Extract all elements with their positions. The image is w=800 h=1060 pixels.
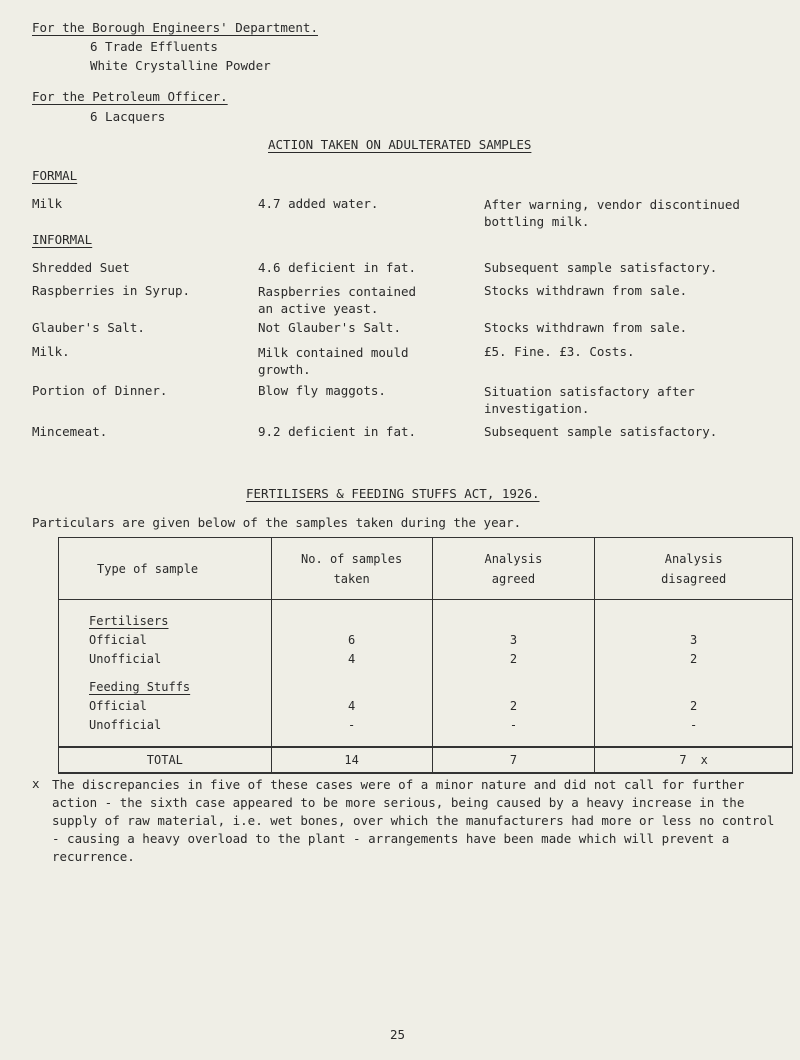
action-cell: Stocks withdrawn from sale. xyxy=(484,320,688,335)
taken-cell: 6 xyxy=(271,628,432,647)
agreed-cell: - xyxy=(432,713,595,747)
total-taken: 14 xyxy=(271,747,432,773)
fertilisers-table xyxy=(58,537,793,774)
finding-cell: Milk contained mould growth. xyxy=(258,345,409,377)
column-header: Type of sample xyxy=(59,538,272,600)
article-cell: Raspberries in Syrup. xyxy=(32,283,191,298)
finding-cell: 9.2 deficient in fat. xyxy=(258,424,417,439)
total-row xyxy=(59,747,793,773)
borough-item: White Crystalline Powder xyxy=(90,58,271,73)
agreed-cell: 2 xyxy=(432,694,595,713)
total-disagreed: 7 xyxy=(679,753,687,767)
taken-cell: 4 xyxy=(271,647,432,666)
disagreed-cell: - xyxy=(595,713,793,747)
action-cell: Situation satisfactory after investigation. xyxy=(484,384,695,416)
article-cell: Mincemeat. xyxy=(32,424,108,439)
finding-cell: Blow fly maggots. xyxy=(258,383,386,398)
table-header-row xyxy=(59,538,793,600)
action-cell: Subsequent sample satisfactory. xyxy=(484,260,718,275)
fertilisers-title: FERTILISERS & FEEDING STUFFS ACT, 1926. xyxy=(246,486,540,501)
disagreed-cell: 3 xyxy=(595,628,793,647)
action-cell: £5. Fine. £3. Costs. xyxy=(484,344,635,359)
action-cell: Subsequent sample satisfactory. xyxy=(484,424,718,439)
type-cell: Unofficial xyxy=(59,713,272,747)
agreed-cell: 2 xyxy=(432,647,595,666)
disagreed-cell: 2 xyxy=(595,694,793,713)
fertilisers-intro: Particulars are given below of the samples taken during the year. xyxy=(32,515,522,530)
borough-item: 6 Trade Effluents xyxy=(90,39,218,54)
finding-cell: 4.7 added water. xyxy=(258,196,379,211)
agreed-cell: 3 xyxy=(432,628,595,647)
action-cell: After warning, vendor discontinued bottling milk. xyxy=(484,197,740,229)
group-label: Fertilisers xyxy=(89,614,169,628)
formal-label: FORMAL xyxy=(32,168,78,183)
informal-label: INFORMAL xyxy=(32,232,93,247)
table-row xyxy=(59,713,793,747)
petroleum-heading: For the Petroleum Officer. xyxy=(32,89,228,104)
group-row xyxy=(59,600,793,629)
total-disagreed-cell xyxy=(595,747,793,773)
article-cell: Portion of Dinner. xyxy=(32,383,168,398)
article-cell: Milk xyxy=(32,196,63,211)
total-agreed: 7 xyxy=(432,747,595,773)
table-row xyxy=(59,647,793,666)
footnote-marker: x xyxy=(700,753,708,767)
borough-heading: For the Borough Engineers' Department. xyxy=(32,20,318,35)
action-cell: Stocks withdrawn from sale. xyxy=(484,283,688,298)
disagreed-cell: 2 xyxy=(595,647,793,666)
type-cell: Unofficial xyxy=(59,647,272,666)
article-cell: Shredded Suet xyxy=(32,260,130,275)
footnote-text: The discrepancies in five of these cases were of a minor nature and did not call for further action - the sixth case appeared to be more serious, being caused by a heavy increase in the supply of raw material, i.e. wet bones, over which the manufacturers had more or less no control - causing a heavy overload to the plant - arrangements have been made which will prevent a recurrence. xyxy=(52,777,775,864)
table-row xyxy=(59,694,793,713)
finding-cell: Not Glauber's Salt. xyxy=(258,320,401,335)
finding-cell: 4.6 deficient in fat. xyxy=(258,260,417,275)
group-label: Feeding Stuffs xyxy=(89,680,191,694)
footnote-marker: x xyxy=(32,776,40,791)
finding-cell: Raspberries contained an active yeast. xyxy=(258,284,417,316)
type-cell: Official xyxy=(59,694,272,713)
column-header: No. of samples taken xyxy=(271,538,432,600)
adulterated-title: ACTION TAKEN ON ADULTERATED SAMPLES xyxy=(268,137,532,152)
page-number: 25 xyxy=(390,1027,406,1042)
taken-cell: - xyxy=(271,713,432,747)
petroleum-item: 6 Lacquers xyxy=(90,109,166,124)
type-cell: Official xyxy=(59,628,272,647)
article-cell: Glauber's Salt. xyxy=(32,320,145,335)
table-row xyxy=(59,628,793,647)
taken-cell: 4 xyxy=(271,694,432,713)
column-header: Analysis disagreed xyxy=(595,538,793,600)
total-label: TOTAL xyxy=(59,747,272,773)
article-cell: Milk. xyxy=(32,344,70,359)
group-row xyxy=(59,666,793,694)
column-header: Analysis agreed xyxy=(432,538,595,600)
